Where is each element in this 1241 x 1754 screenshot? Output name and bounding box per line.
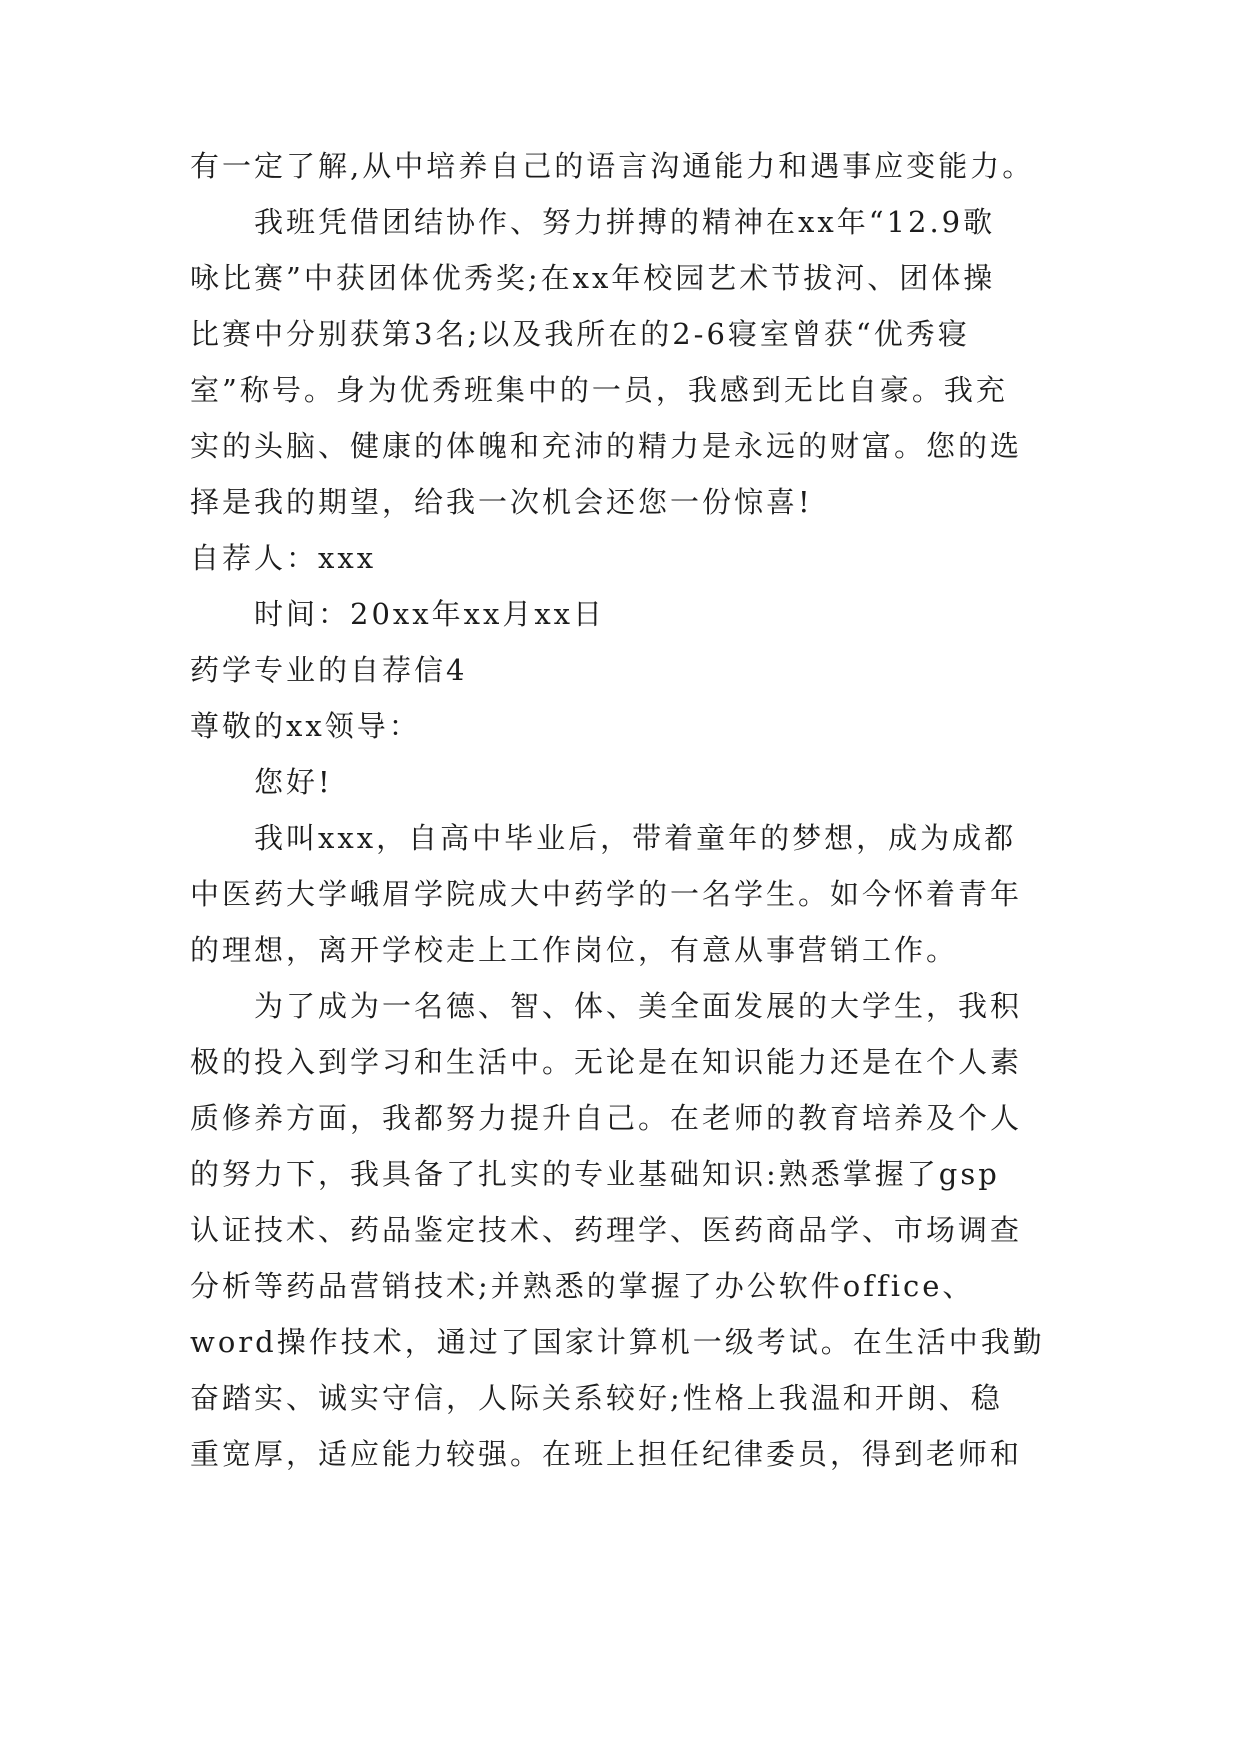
paragraph-line: 中医药大学峨眉学院成大中药学的一名学生。如今怀着青年 [190, 877, 1023, 911]
paragraph-line: word操作技术，通过了国家计算机一级考试。在生活中我勤 [190, 1325, 1045, 1359]
section-heading: 药学专业的自荐信4 [190, 653, 468, 687]
paragraph-line: 室”称号。身为优秀班集中的一员，我感到无比自豪。我充 [190, 373, 1008, 407]
paragraph-line: 奋踏实、诚实守信，人际关系较好;性格上我温和开朗、稳 [190, 1381, 1003, 1415]
paragraph-line: 的理想，离开学校走上工作岗位，有意从事营销工作。 [190, 933, 959, 967]
date-line: 时间：20xx年xx月xx日 [254, 597, 606, 631]
greeting: 您好! [254, 765, 333, 799]
paragraph-line: 我班凭借团结协作、努力拼搏的精神在xx年“12.9歌 [254, 205, 996, 239]
salutation: 尊敬的xx领导： [190, 709, 421, 743]
paragraph-line: 择是我的期望，给我一次机会还您一份惊喜! [190, 485, 813, 519]
paragraph-line: 的努力下，我具备了扎实的专业基础知识:熟悉掌握了gsp [190, 1157, 1000, 1191]
paragraph-line: 质修养方面，我都努力提升自己。在老师的教育培养及个人 [190, 1101, 1023, 1135]
signature-line: 自荐人：xxx [190, 541, 377, 575]
paragraph-line: 为了成为一名德、智、体、美全面发展的大学生，我积 [254, 989, 1023, 1023]
paragraph-line: 重宽厚，适应能力较强。在班上担任纪律委员，得到老师和 [190, 1437, 1023, 1471]
paragraph-line: 咏比赛”中获团体优秀奖;在xx年校园艺术节拔河、团体操 [190, 261, 996, 295]
paragraph-line: 认证技术、药品鉴定技术、药理学、医药商品学、市场调查 [190, 1213, 1023, 1247]
paragraph-line: 有一定了解,从中培养自己的语言沟通能力和遇事应变能力。 [190, 149, 1035, 183]
paragraph-line: 实的头脑、健康的体魄和充沛的精力是永远的财富。您的选 [190, 429, 1023, 463]
paragraph-line: 分析等药品营销技术;并熟悉的掌握了办公软件office、 [190, 1269, 975, 1303]
paragraph-line: 比赛中分别获第3名;以及我所在的2-6寝室曾获“优秀寝 [190, 317, 970, 351]
paragraph-line: 我叫xxx，自高中毕业后，带着童年的梦想，成为成都 [254, 821, 1017, 855]
paragraph-line: 极的投入到学习和生活中。无论是在知识能力还是在个人素 [190, 1045, 1023, 1079]
